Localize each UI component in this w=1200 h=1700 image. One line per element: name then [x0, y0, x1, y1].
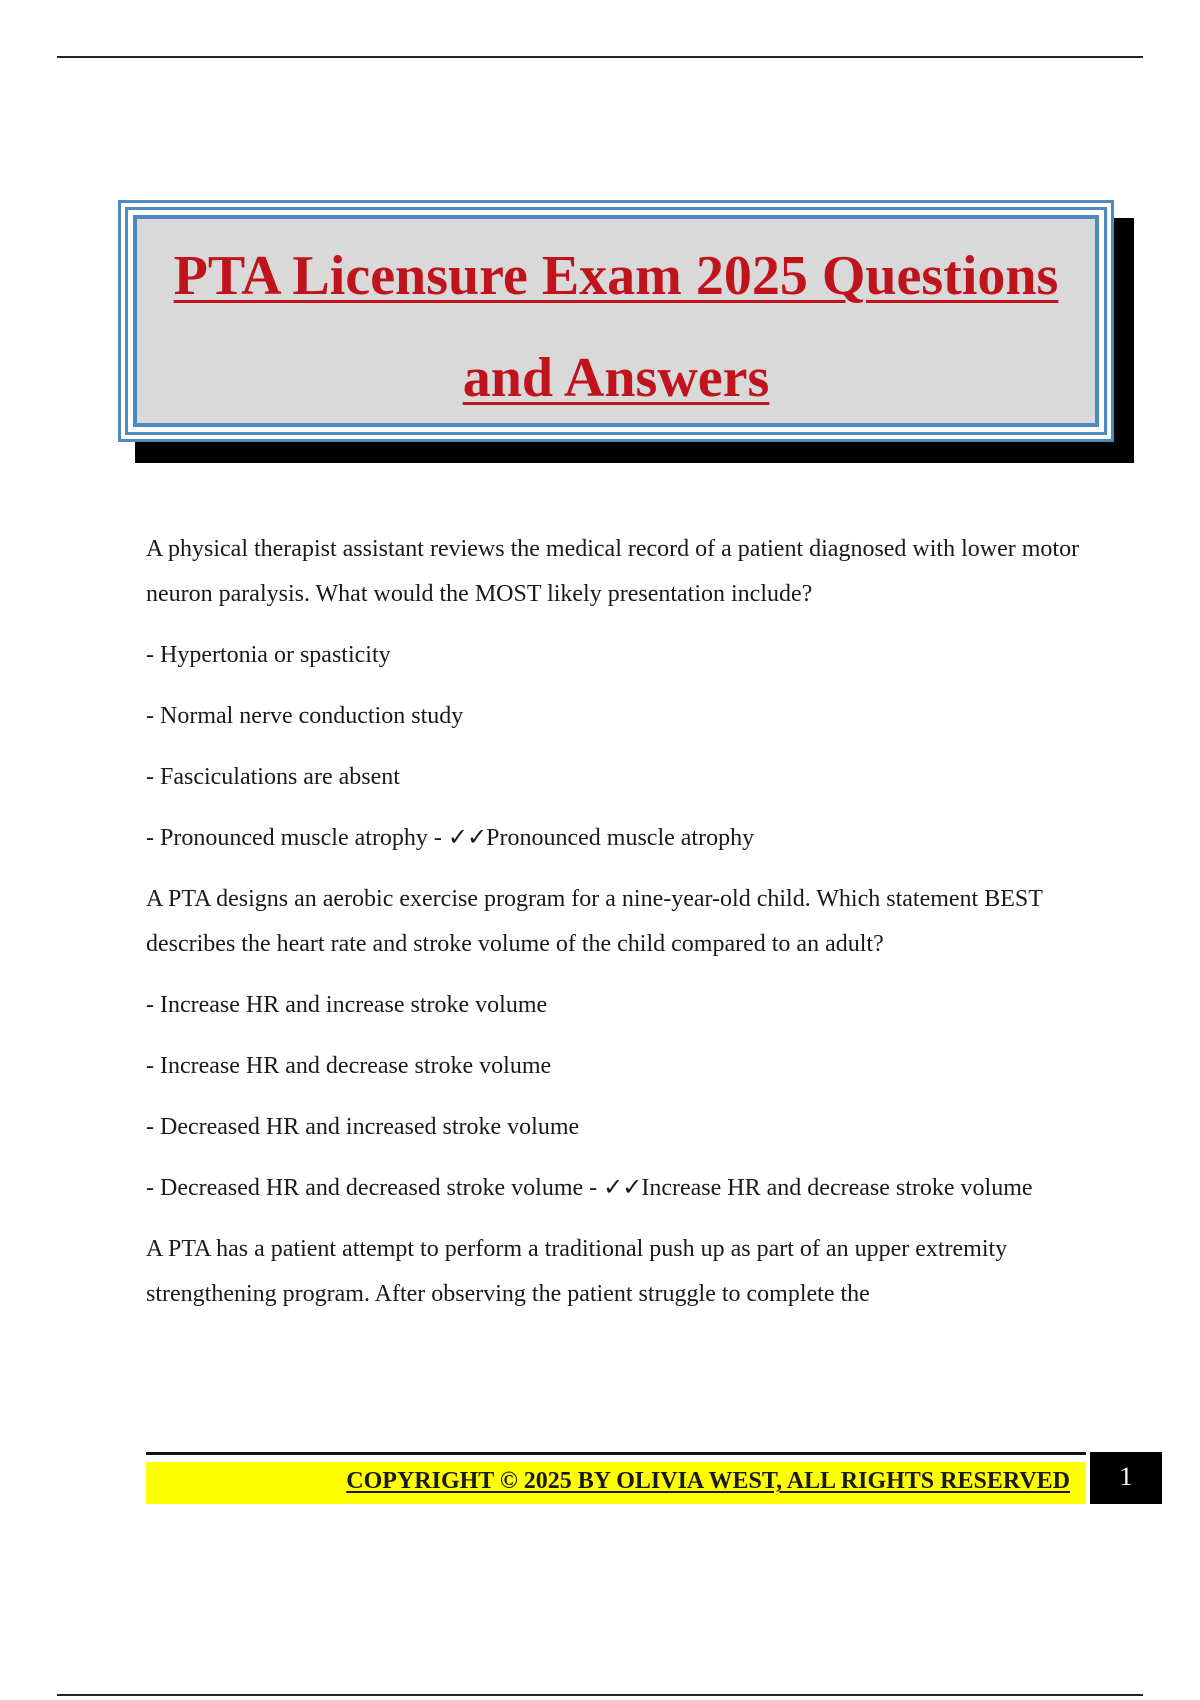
question-1-option-d-text: - Pronounced muscle atrophy -: [146, 825, 448, 851]
question-2-option-d-text: - Decreased HR and decreased stroke volume -: [146, 1175, 604, 1201]
page-number: 1: [1090, 1452, 1162, 1504]
question-1-option-b: - Normal nerve conduction study: [146, 703, 464, 729]
title-line-1: PTA Licensure Exam 2025 Questions: [173, 245, 1059, 307]
question-1-option-a: - Hypertonia or spasticity: [146, 642, 391, 668]
question-2-option-c: - Decreased HR and increased stroke volume: [146, 1114, 580, 1140]
footer-rule: [146, 1452, 1086, 1455]
question-1-answer: Pronounced muscle atrophy: [486, 825, 755, 851]
question-2-option-b: - Increase HR and decrease stroke volume: [146, 1053, 552, 1079]
title-box: [118, 200, 1114, 442]
title-line-2: and Answers: [462, 347, 770, 409]
copyright-notice: COPYRIGHT © 2025 BY OLIVIA WEST, ALL RIGHTS RESERVED: [346, 1468, 1070, 1494]
document-body: [146, 527, 1086, 1333]
footer-copyright-bar: [146, 1462, 1086, 1504]
question-1-option-d: [146, 816, 1086, 861]
question-2-option-d: [146, 1166, 1086, 1211]
checkmark-icon: ✓✓: [447, 825, 487, 851]
question-3-prompt: A PTA has a patient attempt to perform a traditional push up as part of an upper extremity strengthening program. After observing the patient struggle to complete the: [146, 1236, 1008, 1307]
checkmark-icon: ✓✓: [603, 1175, 642, 1201]
question-2-option-a: - Increase HR and increase stroke volume: [146, 992, 548, 1018]
title-box-inner-border: [125, 207, 1107, 435]
question-2-answer: Increase HR and decrease stroke volume: [641, 1175, 1033, 1201]
title-box-core: [133, 215, 1099, 427]
top-rule: [57, 56, 1143, 58]
question-1-prompt: A physical therapist assistant reviews the medical record of a patient diagnosed with lower motor neuron paralysis. What would the MOST likely presentation include?: [146, 536, 1080, 607]
question-1-option-c: - Fasciculations are absent: [146, 764, 400, 790]
question-2-prompt: A PTA designs an aerobic exercise program for a nine-year-old child. Which statement BEST describes the heart rate and stroke volume of the child compared to an adult?: [146, 886, 1043, 957]
bottom-rule: [57, 1694, 1143, 1696]
